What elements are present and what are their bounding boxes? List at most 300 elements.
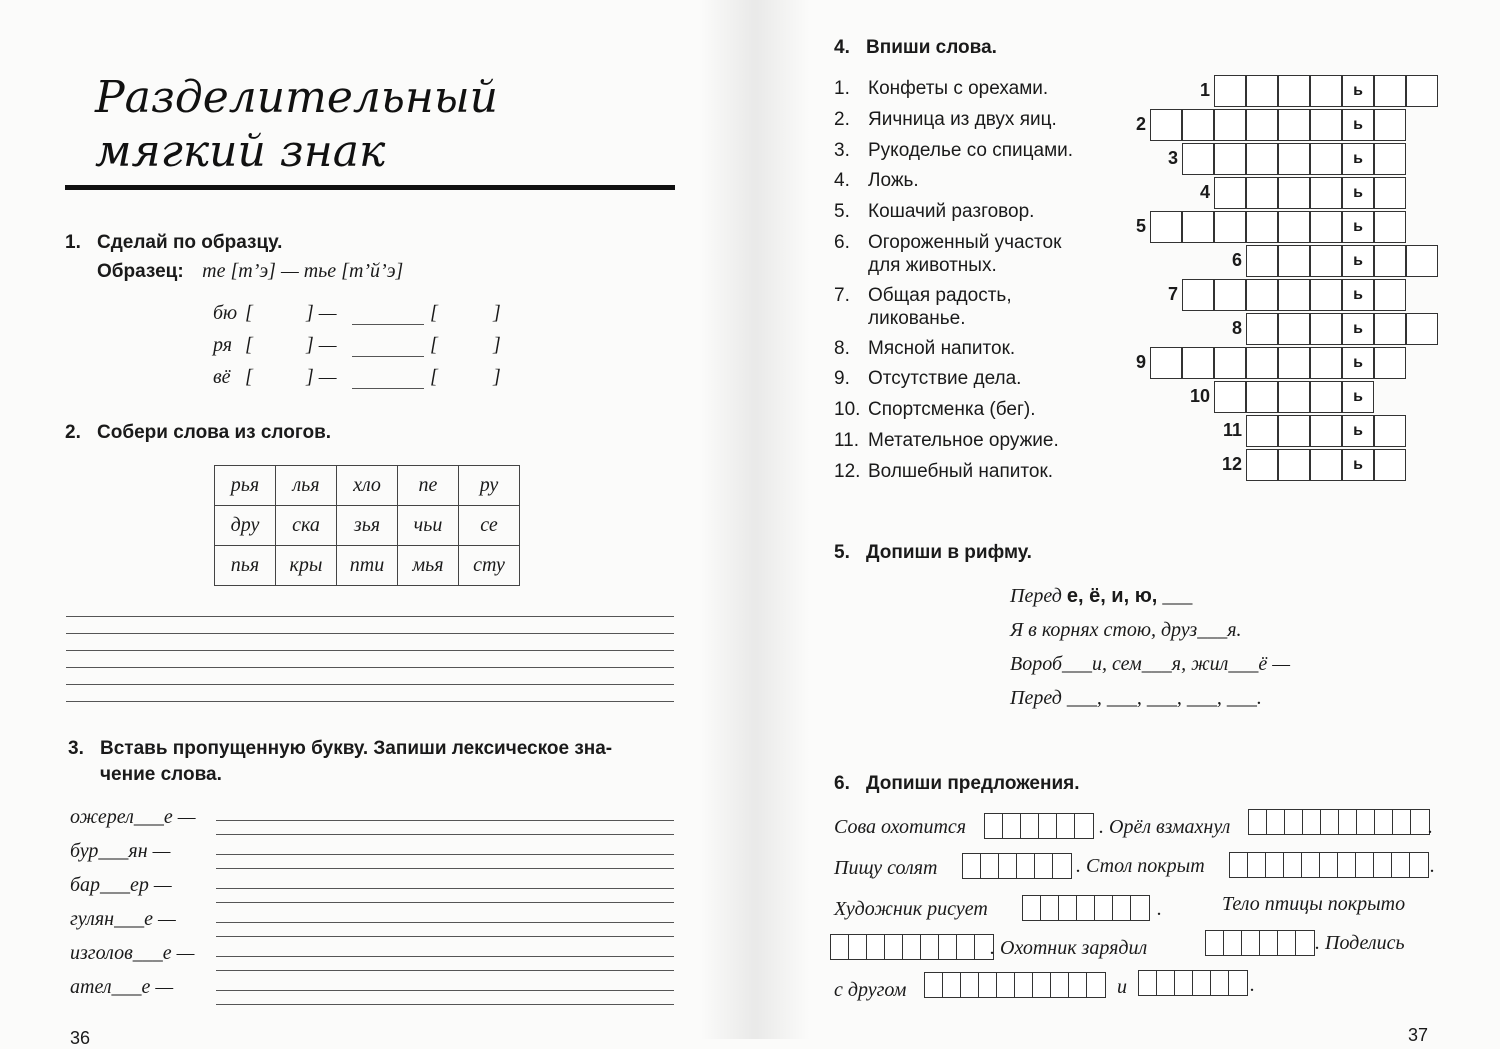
task3-answer-line[interactable] (216, 834, 674, 835)
crossword-key-cell: ь (1342, 347, 1374, 379)
clue-item (834, 105, 1073, 136)
clue-text: Рукоделье со спицами. (868, 139, 1074, 161)
rhyme-line2: Я в корнях стою, друз___я. (1010, 619, 1242, 641)
crossword-cell[interactable] (1310, 75, 1342, 107)
letter-box[interactable] (981, 854, 999, 878)
crossword-cell[interactable] (1406, 313, 1438, 345)
letter-box[interactable] (1284, 853, 1302, 877)
crossword-key-cell: ь (1342, 245, 1374, 277)
clue-number: 6. (834, 231, 850, 253)
syllable-cell: ска (276, 506, 337, 546)
letter-box[interactable] (1374, 853, 1392, 877)
crossword-key-cell: ь (1342, 177, 1374, 209)
letter-box[interactable] (831, 935, 849, 959)
answer-boxes-owl[interactable] (984, 813, 1094, 839)
crossword-cell[interactable] (1310, 449, 1342, 481)
writing-line[interactable] (66, 684, 674, 685)
letter-box[interactable] (1229, 971, 1247, 995)
crossword-cell[interactable] (1182, 109, 1214, 141)
letter-box[interactable] (921, 935, 939, 959)
letter-box[interactable] (1357, 810, 1375, 834)
letter-box[interactable] (1003, 814, 1021, 838)
syllable-cell: чьи (398, 506, 459, 546)
crossword-key-cell: ь (1342, 143, 1374, 175)
crossword-cell[interactable] (1182, 143, 1214, 175)
letter-box[interactable] (939, 935, 957, 959)
task3-heading (68, 738, 612, 760)
clue-number: 10. (834, 399, 861, 421)
answer-boxes-friend1[interactable] (924, 972, 1106, 998)
syllable-cell: мья (398, 546, 459, 586)
crossword-cell[interactable] (1214, 143, 1246, 175)
crossword-cell[interactable] (1278, 415, 1310, 447)
clue-item (834, 136, 1073, 167)
syllable-cell: рья (215, 466, 276, 506)
task3-answer-line[interactable] (216, 922, 674, 923)
crossword-cell[interactable] (1182, 347, 1214, 379)
writing-line[interactable] (66, 701, 674, 702)
task1-bracket-close2: ] (493, 302, 501, 324)
crossword-row-number: 4 (1199, 182, 1210, 202)
task1-bracket-open2: [ (430, 366, 438, 388)
letter-box[interactable] (1321, 810, 1339, 834)
letter-box[interactable] (1296, 931, 1314, 955)
letter-box[interactable] (1248, 853, 1266, 877)
task3-answer-line[interactable] (216, 936, 674, 937)
crossword-row-number: 5 (1135, 216, 1146, 236)
answer-boxes-bird[interactable] (830, 934, 994, 960)
letter-box[interactable] (979, 973, 997, 997)
syllable-cell: пе (398, 466, 459, 506)
letter-box[interactable] (1339, 810, 1357, 834)
syllable-cell: пья (215, 546, 276, 586)
answer-boxes-artist[interactable] (1022, 895, 1150, 921)
letter-box[interactable] (1211, 971, 1229, 995)
task1-bracket-open: [ (245, 366, 253, 388)
letter-box[interactable] (1267, 810, 1285, 834)
clue-item (834, 457, 1073, 488)
task3-text-line2: чение слова. (100, 764, 222, 785)
crossword-cell[interactable] (1374, 177, 1406, 209)
letter-box[interactable] (1285, 810, 1303, 834)
crossword-cell[interactable] (1310, 381, 1342, 413)
crossword-row-number: 2 (1135, 114, 1146, 134)
crossword-cell[interactable] (1150, 109, 1182, 141)
clue-number: 8. (834, 337, 850, 359)
answer-boxes-eagle[interactable] (1248, 809, 1430, 835)
crossword-cell[interactable] (1246, 245, 1278, 277)
task5-text: Допиши в рифму. (866, 542, 1032, 563)
letter-box[interactable] (1039, 814, 1057, 838)
sample-text: те [т’э] — тье [т’й’э] (202, 260, 404, 282)
crossword-cell[interactable] (1214, 211, 1246, 243)
sample-label: Образец: (97, 261, 184, 282)
letter-box[interactable] (1320, 853, 1338, 877)
syllable-row (215, 466, 520, 506)
syllable-cell: пти (337, 546, 398, 586)
task4-number: 4. (834, 37, 850, 58)
sentence-dot: . (1430, 855, 1435, 877)
task1-answer-line[interactable] (352, 388, 424, 389)
letter-box[interactable] (997, 973, 1015, 997)
task3-answer-line[interactable] (216, 1004, 674, 1005)
clue-text: Кошачий разговор. (868, 201, 1035, 223)
clue-item (834, 197, 1073, 228)
letter-box[interactable] (1041, 896, 1059, 920)
task1-bracket-close2: ] (493, 366, 501, 388)
task3-word: бур___ян — (70, 840, 171, 862)
letter-box[interactable] (1157, 971, 1175, 995)
crossword-cell[interactable] (1182, 211, 1214, 243)
crossword-row-number: 8 (1231, 318, 1242, 338)
crossword-cell[interactable] (1310, 109, 1342, 141)
page-number-left: 36 (70, 1028, 91, 1048)
task1-bracket-open: [ (245, 334, 253, 356)
task4-text: Впиши слова. (866, 37, 997, 58)
crossword-cell[interactable] (1278, 143, 1310, 175)
letter-box[interactable] (1356, 853, 1374, 877)
crossword-cell[interactable] (1246, 313, 1278, 345)
task5-heading (834, 542, 1032, 564)
clue-number: 12. (834, 460, 861, 482)
letter-box[interactable] (1015, 973, 1033, 997)
letter-box[interactable] (1021, 814, 1039, 838)
letter-box[interactable] (903, 935, 921, 959)
crossword-key-cell: ь (1342, 109, 1374, 141)
clue-text: Огороженный участок (868, 231, 1062, 253)
crossword-cell[interactable] (1214, 381, 1246, 413)
letter-box[interactable] (925, 973, 943, 997)
letter-box[interactable] (943, 973, 961, 997)
task3-answer-line[interactable] (216, 956, 674, 957)
crossword-row-number: 12 (1221, 454, 1242, 474)
clue-number: 11. (834, 429, 860, 451)
crossword-cell[interactable] (1310, 415, 1342, 447)
crossword-cell[interactable] (1214, 347, 1246, 379)
rhyme-line1-pre: Перед (1010, 585, 1067, 607)
sentence-owl: Сова охотится (834, 816, 967, 838)
clue-text: Метательное оружие. (868, 429, 1059, 451)
sentence-artist: Художник рисует (834, 898, 988, 920)
letter-box[interactable] (961, 973, 979, 997)
crossword-cell[interactable] (1246, 211, 1278, 243)
task1-answer-line[interactable] (352, 356, 424, 357)
crossword-cell[interactable] (1406, 245, 1438, 277)
letter-box[interactable] (1051, 973, 1069, 997)
clue-item (834, 426, 1073, 457)
crossword-cell[interactable] (1246, 449, 1278, 481)
crossword-cell[interactable] (1310, 143, 1342, 175)
letter-box[interactable] (957, 935, 975, 959)
task5-number: 5. (834, 542, 850, 563)
task1-number: 1. (65, 232, 81, 253)
clue-item (834, 74, 1073, 105)
crossword-cell[interactable] (1278, 245, 1310, 277)
crossword-cell[interactable] (1406, 75, 1438, 107)
task3-answer-line[interactable] (216, 970, 674, 971)
crossword-cell[interactable] (1278, 177, 1310, 209)
crossword-cell[interactable] (1278, 449, 1310, 481)
letter-box[interactable] (1033, 973, 1051, 997)
writing-line[interactable] (66, 650, 674, 651)
crossword-cell[interactable] (1246, 279, 1278, 311)
letter-box[interactable] (1338, 853, 1356, 877)
crossword-cell[interactable] (1374, 75, 1406, 107)
answer-boxes-friend2[interactable] (1138, 970, 1248, 996)
crossword-cell[interactable] (1278, 313, 1310, 345)
crossword-clues (834, 74, 1073, 488)
page-number-right: 37 (1408, 1025, 1429, 1045)
rhyme-line3: Вороб___и, сем___я, жил___ё — (1010, 653, 1291, 675)
syllable-cell: се (459, 506, 520, 546)
task3-answer-line[interactable] (216, 990, 674, 991)
crossword-cell[interactable] (1214, 109, 1246, 141)
sentence-hunter: . Охотник зарядил (990, 937, 1148, 959)
crossword-cell[interactable] (1310, 313, 1342, 345)
letter-box[interactable] (885, 935, 903, 959)
task3-answer-line[interactable] (216, 868, 674, 869)
letter-box[interactable] (1095, 896, 1113, 920)
clue-text: Спортсменка (бег). (868, 399, 1036, 421)
clue-text: Общая радость, (868, 284, 1012, 306)
title-underline (65, 185, 675, 190)
sentence-share: . Поделись (1315, 932, 1405, 954)
clue-continuation: для животных. (868, 254, 997, 276)
sentence-and: и (1117, 976, 1127, 998)
letter-box[interactable] (1075, 814, 1093, 838)
sentence-salt: Пищу солят (834, 857, 938, 879)
letter-box[interactable] (1175, 971, 1193, 995)
letter-box[interactable] (1230, 853, 1248, 877)
clue-text: Ложь. (868, 170, 919, 192)
crossword-cell[interactable] (1278, 75, 1310, 107)
task2-text: Собери слова из слогов. (97, 422, 332, 443)
task3-word: ател___е — (70, 976, 174, 998)
crossword-cell[interactable] (1278, 279, 1310, 311)
clue-text: Отсутствие дела. (868, 368, 1022, 390)
letter-box[interactable] (1249, 810, 1267, 834)
crossword-cell[interactable] (1150, 211, 1182, 243)
letter-box[interactable] (1260, 931, 1278, 955)
letter-box[interactable] (1392, 853, 1410, 877)
letter-box[interactable] (1077, 896, 1095, 920)
task2-heading (65, 422, 331, 444)
writing-line[interactable] (66, 633, 674, 634)
task2-number: 2. (65, 422, 81, 443)
task3-answer-line[interactable] (216, 888, 674, 889)
crossword-cell[interactable] (1246, 143, 1278, 175)
clue-number: 3. (834, 139, 850, 161)
crossword-cell[interactable] (1310, 279, 1342, 311)
rhyme-line1-bold: е, ё, и, ю, (1066, 585, 1158, 607)
rhyme-line4: Перед ___, ___, ___, ___, ___. (1010, 687, 1262, 709)
letter-box[interactable] (1139, 971, 1157, 995)
crossword-cell[interactable] (1278, 109, 1310, 141)
syllable-cell: кры (276, 546, 337, 586)
crossword-key-cell: ь (1342, 313, 1374, 345)
crossword-cell[interactable] (1214, 75, 1246, 107)
crossword-cell[interactable] (1246, 177, 1278, 209)
task1-bracket-open2: [ (430, 302, 438, 324)
letter-box[interactable] (1375, 810, 1393, 834)
crossword-cell[interactable] (1310, 211, 1342, 243)
task1-bracket-open2: [ (430, 334, 438, 356)
crossword-cell[interactable] (1374, 245, 1406, 277)
task1-syllable: бю (213, 302, 238, 324)
sentence-friend: с другом (834, 979, 907, 1001)
crossword-cell[interactable] (1278, 347, 1310, 379)
task1-bracket-mid: ] — (306, 366, 337, 388)
crossword-key-cell: ь (1342, 381, 1374, 413)
crossword-cell[interactable] (1214, 279, 1246, 311)
task3-number: 3. (68, 738, 84, 759)
clue-continuation: ликованье. (868, 307, 966, 329)
crossword-row-number: 6 (1231, 250, 1242, 270)
clue-number: 5. (834, 201, 850, 223)
clue-number: 1. (834, 78, 850, 99)
crossword-row-number: 10 (1189, 386, 1210, 406)
syllable-cell: дру (215, 506, 276, 546)
letter-box[interactable] (1087, 973, 1105, 997)
letter-box[interactable] (1069, 973, 1087, 997)
crossword-cell[interactable] (1310, 347, 1342, 379)
crossword-cell[interactable] (1374, 449, 1406, 481)
clue-number: 2. (834, 108, 850, 130)
letter-box[interactable] (1278, 931, 1296, 955)
sentence-eagle: . Орёл взмахнул (1099, 816, 1231, 838)
answer-boxes-hunter[interactable] (1205, 930, 1315, 956)
task6-number: 6. (834, 773, 850, 794)
crossword-cell[interactable] (1374, 211, 1406, 243)
task4-heading (834, 37, 997, 59)
task3-text-line1: Вставь пропущенную букву. Запиши лексическое зна- (100, 738, 613, 759)
crossword-key-cell: ь (1342, 75, 1374, 107)
clue-number: 4. (834, 170, 850, 192)
crossword-cell[interactable] (1246, 415, 1278, 447)
crossword-cell[interactable] (1374, 347, 1406, 379)
letter-box[interactable] (1057, 814, 1075, 838)
task3-answer-line[interactable] (216, 902, 674, 903)
crossword-cell[interactable] (1150, 347, 1182, 379)
letter-box[interactable] (1303, 810, 1321, 834)
crossword-cell[interactable] (1374, 109, 1406, 141)
crossword-key-cell: ь (1342, 279, 1374, 311)
letter-box[interactable] (963, 854, 981, 878)
chapter-title-line2: мягкий знак (95, 126, 386, 177)
letter-box[interactable] (1302, 853, 1320, 877)
crossword-cell[interactable] (1182, 279, 1214, 311)
letter-box[interactable] (1017, 854, 1035, 878)
letter-box[interactable] (985, 814, 1003, 838)
letter-box[interactable] (1059, 896, 1077, 920)
letter-box[interactable] (1113, 896, 1131, 920)
chapter-title-line1: Разделительный (95, 72, 499, 123)
letter-box[interactable] (1206, 931, 1224, 955)
answer-boxes-table[interactable] (1229, 852, 1429, 878)
crossword-cell[interactable] (1310, 245, 1342, 277)
crossword-key-cell: ь (1342, 449, 1374, 481)
task3-word: изголов___е — (70, 942, 195, 964)
crossword-row-number: 1 (1199, 80, 1210, 100)
crossword-cell[interactable] (1374, 279, 1406, 311)
syllable-cell: лья (276, 466, 337, 506)
sentence-dot: . (1250, 974, 1255, 996)
writing-line[interactable] (66, 616, 674, 617)
clue-item (834, 364, 1073, 395)
crossword-cell[interactable] (1374, 313, 1406, 345)
sentence-dot: . (1428, 816, 1433, 838)
syllable-cell: сту (459, 546, 520, 586)
crossword-row-number: 11 (1222, 420, 1242, 440)
task3-answer-line[interactable] (216, 854, 674, 855)
crossword-cell[interactable] (1310, 177, 1342, 209)
letter-box[interactable] (1411, 810, 1429, 834)
crossword-cell[interactable] (1278, 381, 1310, 413)
crossword-row-number: 3 (1167, 148, 1178, 168)
book-spine-shadow (700, 0, 810, 1039)
letter-box[interactable] (1193, 971, 1211, 995)
letter-box[interactable] (1410, 853, 1428, 877)
crossword-cell[interactable] (1246, 347, 1278, 379)
task1-heading (65, 232, 282, 254)
letter-box[interactable] (1053, 854, 1071, 878)
letter-box[interactable] (849, 935, 867, 959)
rhyme-line1-post: ___ (1157, 585, 1193, 607)
crossword-cell[interactable] (1214, 177, 1246, 209)
task1-syllable: вё (213, 366, 231, 388)
rhyme-line1 (1010, 585, 1192, 608)
writing-line[interactable] (66, 667, 674, 668)
task1-bracket-close2: ] (493, 334, 501, 356)
crossword-row-number: 7 (1167, 284, 1178, 304)
clue-number: 9. (834, 368, 850, 390)
letter-box[interactable] (1393, 810, 1411, 834)
crossword-cell[interactable] (1374, 143, 1406, 175)
letter-box[interactable] (1023, 896, 1041, 920)
task1-text: Сделай по образцу. (97, 232, 283, 253)
sentence-bird: Тело птицы покрыто (1222, 893, 1406, 915)
syllable-row (215, 506, 520, 546)
clue-item (834, 395, 1073, 426)
task6-text: Допиши предложения. (866, 773, 1080, 794)
letter-box[interactable] (867, 935, 885, 959)
task3-word: бар___ер — (70, 874, 172, 896)
crossword-cell[interactable] (1246, 109, 1278, 141)
crossword-cell[interactable] (1278, 211, 1310, 243)
answer-boxes-salt[interactable] (962, 853, 1072, 879)
letter-box[interactable] (1035, 854, 1053, 878)
crossword-cell[interactable] (1374, 415, 1406, 447)
letter-box[interactable] (999, 854, 1017, 878)
crossword-key-cell: ь (1342, 415, 1374, 447)
crossword-cell[interactable] (1246, 381, 1278, 413)
clue-text: Мясной напиток. (868, 337, 1016, 359)
sentence-dot: . (1157, 898, 1162, 920)
syllable-cell: зья (337, 506, 398, 546)
letter-box[interactable] (1131, 896, 1149, 920)
clue-text: Конфеты с орехами. (868, 78, 1049, 99)
syllable-cell: хло (337, 466, 398, 506)
syllable-cell: ру (459, 466, 520, 506)
syllable-row (215, 546, 520, 586)
task3-answer-line[interactable] (216, 820, 674, 821)
letter-box[interactable] (1224, 931, 1242, 955)
letter-box[interactable] (1266, 853, 1284, 877)
sentence-table: . Стол покрыт (1076, 855, 1205, 877)
letter-box[interactable] (1242, 931, 1260, 955)
task1-answer-line[interactable] (352, 324, 424, 325)
crossword-cell[interactable] (1246, 75, 1278, 107)
